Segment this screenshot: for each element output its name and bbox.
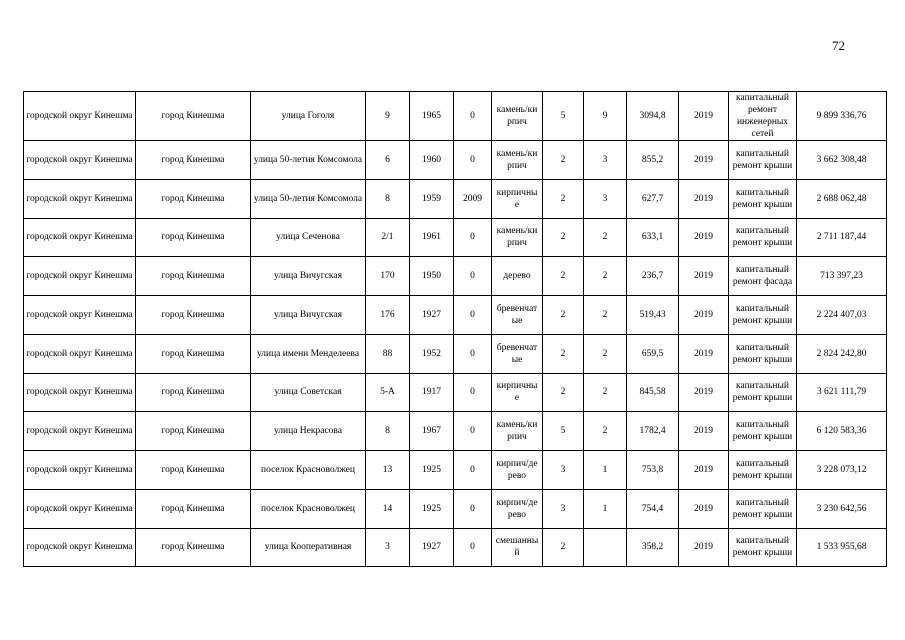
table-row — [24, 373, 887, 412]
cost-cell: 3 621 111,79 — [797, 373, 887, 412]
locality-cell: город Кинешма — [136, 412, 251, 451]
floors-cell: 5 — [543, 412, 584, 451]
street-cell: поселок Красноволжец — [251, 489, 366, 528]
locality-cell: город Кинешма — [136, 296, 251, 335]
street-cell: улица Вичугская — [251, 296, 366, 335]
plan-year-cell: 2019 — [679, 141, 729, 180]
municipality-cell: городской округ Кинешма — [24, 451, 136, 490]
locality-cell: город Кинешма — [136, 257, 251, 296]
wall-material-cell: кирпич/де рево — [492, 489, 543, 528]
floors-cell: 3 — [543, 451, 584, 490]
entrances-cell: 2 — [584, 296, 627, 335]
work-type-cell: капитальный ремонт крыши — [729, 373, 797, 412]
street-cell: улица Сеченова — [251, 218, 366, 257]
entrances-cell: 2 — [584, 257, 627, 296]
wall-material-cell: кирпичны е — [492, 373, 543, 412]
street-cell: улица Советская — [251, 373, 366, 412]
plan-year-cell: 2019 — [679, 218, 729, 257]
table-row — [24, 257, 887, 296]
table-row — [24, 218, 887, 257]
entrances-cell: 2 — [584, 412, 627, 451]
house-number-cell: 8 — [366, 179, 410, 218]
floors-cell: 2 — [543, 296, 584, 335]
build-year-cell: 1960 — [410, 141, 454, 180]
entrances-cell: 3 — [584, 141, 627, 180]
work-type-cell: капитальный ремонт фасада — [729, 257, 797, 296]
area-cell: 236,7 — [627, 257, 679, 296]
work-type-cell: капитальный ремонт инженерных сетей — [729, 92, 797, 141]
locality-cell: город Кинешма — [136, 141, 251, 180]
plan-year-cell: 2019 — [679, 179, 729, 218]
municipality-cell: городской округ Кинешма — [24, 179, 136, 218]
cost-cell: 3 662 308,48 — [797, 141, 887, 180]
street-cell: улица имени Менделеева — [251, 334, 366, 373]
work-type-cell: капитальный ремонт крыши — [729, 179, 797, 218]
build-year-cell: 1961 — [410, 218, 454, 257]
street-cell: улица Вичугская — [251, 257, 366, 296]
locality-cell: город Кинешма — [136, 92, 251, 141]
floors-cell: 2 — [543, 218, 584, 257]
table-row — [24, 92, 887, 141]
house-number-cell: 88 — [366, 334, 410, 373]
municipality-cell: городской округ Кинешма — [24, 489, 136, 528]
plan-year-cell: 2019 — [679, 528, 729, 567]
house-number-cell: 6 — [366, 141, 410, 180]
locality-cell: город Кинешма — [136, 218, 251, 257]
wall-material-cell: камень/ки рпич — [492, 218, 543, 257]
cost-cell: 9 899 336,76 — [797, 92, 887, 141]
entrances-cell: 1 — [584, 451, 627, 490]
plan-year-cell: 2019 — [679, 334, 729, 373]
area-cell: 627,7 — [627, 179, 679, 218]
table-row — [24, 296, 887, 335]
work-type-cell: капитальный ремонт крыши — [729, 489, 797, 528]
work-type-cell: капитальный ремонт крыши — [729, 141, 797, 180]
floors-cell: 2 — [543, 141, 584, 180]
street-cell: улица Гоголя — [251, 92, 366, 141]
area-cell: 753,8 — [627, 451, 679, 490]
reconstruction-year-cell: 0 — [454, 412, 492, 451]
municipality-cell: городской округ Кинешма — [24, 257, 136, 296]
build-year-cell: 1967 — [410, 412, 454, 451]
area-cell: 633,1 — [627, 218, 679, 257]
floors-cell: 2 — [543, 257, 584, 296]
cost-cell: 2 688 062,48 — [797, 179, 887, 218]
wall-material-cell: камень/ки рпич — [492, 92, 543, 141]
floors-cell: 2 — [543, 373, 584, 412]
work-type-cell: капитальный ремонт крыши — [729, 528, 797, 567]
municipality-cell: городской округ Кинешма — [24, 373, 136, 412]
reconstruction-year-cell: 0 — [454, 218, 492, 257]
cost-cell: 1 533 955,68 — [797, 528, 887, 567]
floors-cell: 5 — [543, 92, 584, 141]
cost-cell: 2 711 187,44 — [797, 218, 887, 257]
table-row — [24, 412, 887, 451]
plan-year-cell: 2019 — [679, 257, 729, 296]
area-cell: 1782,4 — [627, 412, 679, 451]
floors-cell: 2 — [543, 528, 584, 567]
housing-repair-table — [23, 91, 887, 567]
reconstruction-year-cell: 0 — [454, 451, 492, 490]
entrances-cell: 2 — [584, 334, 627, 373]
build-year-cell: 1952 — [410, 334, 454, 373]
area-cell: 659,5 — [627, 334, 679, 373]
plan-year-cell: 2019 — [679, 373, 729, 412]
municipality-cell: городской округ Кинешма — [24, 92, 136, 141]
reconstruction-year-cell: 0 — [454, 141, 492, 180]
plan-year-cell: 2019 — [679, 412, 729, 451]
table-row — [24, 489, 887, 528]
build-year-cell: 1925 — [410, 489, 454, 528]
cost-cell: 2 224 407,03 — [797, 296, 887, 335]
locality-cell: город Кинешма — [136, 334, 251, 373]
floors-cell: 2 — [543, 334, 584, 373]
cost-cell: 713 397,23 — [797, 257, 887, 296]
street-cell: улица 50-летия Комсомола — [251, 179, 366, 218]
house-number-cell: 3 — [366, 528, 410, 567]
municipality-cell: городской округ Кинешма — [24, 334, 136, 373]
build-year-cell: 1950 — [410, 257, 454, 296]
entrances-cell: 9 — [584, 92, 627, 141]
build-year-cell: 1927 — [410, 296, 454, 335]
wall-material-cell: камень/ки рпич — [492, 141, 543, 180]
cost-cell: 6 120 583,36 — [797, 412, 887, 451]
wall-material-cell: бревенчат ые — [492, 334, 543, 373]
municipality-cell: городской округ Кинешма — [24, 528, 136, 567]
build-year-cell: 1925 — [410, 451, 454, 490]
cost-cell: 3 228 073,12 — [797, 451, 887, 490]
plan-year-cell: 2019 — [679, 489, 729, 528]
area-cell: 358,2 — [627, 528, 679, 567]
cost-cell: 3 230 642,56 — [797, 489, 887, 528]
locality-cell: город Кинешма — [136, 528, 251, 567]
wall-material-cell: дерево — [492, 257, 543, 296]
wall-material-cell: кирпичны е — [492, 179, 543, 218]
street-cell: улица 50-летия Комсомола — [251, 141, 366, 180]
street-cell: поселок Красноволжец — [251, 451, 366, 490]
work-type-cell: капитальный ремонт крыши — [729, 296, 797, 335]
build-year-cell: 1927 — [410, 528, 454, 567]
reconstruction-year-cell: 0 — [454, 257, 492, 296]
municipality-cell: городской округ Кинешма — [24, 218, 136, 257]
table-row — [24, 141, 887, 180]
locality-cell: город Кинешма — [136, 489, 251, 528]
plan-year-cell: 2019 — [679, 451, 729, 490]
wall-material-cell: камень/ки рпич — [492, 412, 543, 451]
wall-material-cell: кирпич/де рево — [492, 451, 543, 490]
entrances-cell: 3 — [584, 179, 627, 218]
area-cell: 519,43 — [627, 296, 679, 335]
entrances-cell: 2 — [584, 373, 627, 412]
work-type-cell: капитальный ремонт крыши — [729, 451, 797, 490]
reconstruction-year-cell: 2009 — [454, 179, 492, 218]
municipality-cell: городской округ Кинешма — [24, 141, 136, 180]
floors-cell: 2 — [543, 179, 584, 218]
street-cell: улица Кооперативная — [251, 528, 366, 567]
entrances-cell — [584, 528, 627, 567]
reconstruction-year-cell: 0 — [454, 528, 492, 567]
locality-cell: город Кинешма — [136, 373, 251, 412]
wall-material-cell: бревенчат ые — [492, 296, 543, 335]
floors-cell: 3 — [543, 489, 584, 528]
reconstruction-year-cell: 0 — [454, 92, 492, 141]
reconstruction-year-cell: 0 — [454, 489, 492, 528]
cost-cell: 2 824 242,80 — [797, 334, 887, 373]
work-type-cell: капитальный ремонт крыши — [729, 412, 797, 451]
house-number-cell: 14 — [366, 489, 410, 528]
work-type-cell: капитальный ремонт крыши — [729, 218, 797, 257]
house-number-cell: 13 — [366, 451, 410, 490]
work-type-cell: капитальный ремонт крыши — [729, 334, 797, 373]
plan-year-cell: 2019 — [679, 296, 729, 335]
locality-cell: город Кинешма — [136, 451, 251, 490]
area-cell: 845,58 — [627, 373, 679, 412]
reconstruction-year-cell: 0 — [454, 296, 492, 335]
area-cell: 754,4 — [627, 489, 679, 528]
house-number-cell: 5-А — [366, 373, 410, 412]
entrances-cell: 2 — [584, 218, 627, 257]
area-cell: 3094,8 — [627, 92, 679, 141]
area-cell: 855,2 — [627, 141, 679, 180]
table-row — [24, 334, 887, 373]
entrances-cell: 1 — [584, 489, 627, 528]
municipality-cell: городской округ Кинешма — [24, 296, 136, 335]
house-number-cell: 176 — [366, 296, 410, 335]
plan-year-cell: 2019 — [679, 92, 729, 141]
house-number-cell: 8 — [366, 412, 410, 451]
house-number-cell: 9 — [366, 92, 410, 141]
table-row — [24, 451, 887, 490]
reconstruction-year-cell: 0 — [454, 334, 492, 373]
page-number: 72 — [832, 38, 845, 53]
locality-cell: город Кинешма — [136, 179, 251, 218]
house-number-cell: 2/1 — [366, 218, 410, 257]
reconstruction-year-cell: 0 — [454, 373, 492, 412]
street-cell: улица Некрасова — [251, 412, 366, 451]
wall-material-cell: смешанны й — [492, 528, 543, 567]
house-number-cell: 170 — [366, 257, 410, 296]
municipality-cell: городской округ Кинешма — [24, 412, 136, 451]
build-year-cell: 1917 — [410, 373, 454, 412]
table-row — [24, 528, 887, 567]
build-year-cell: 1965 — [410, 92, 454, 141]
table-row — [24, 179, 887, 218]
build-year-cell: 1959 — [410, 179, 454, 218]
